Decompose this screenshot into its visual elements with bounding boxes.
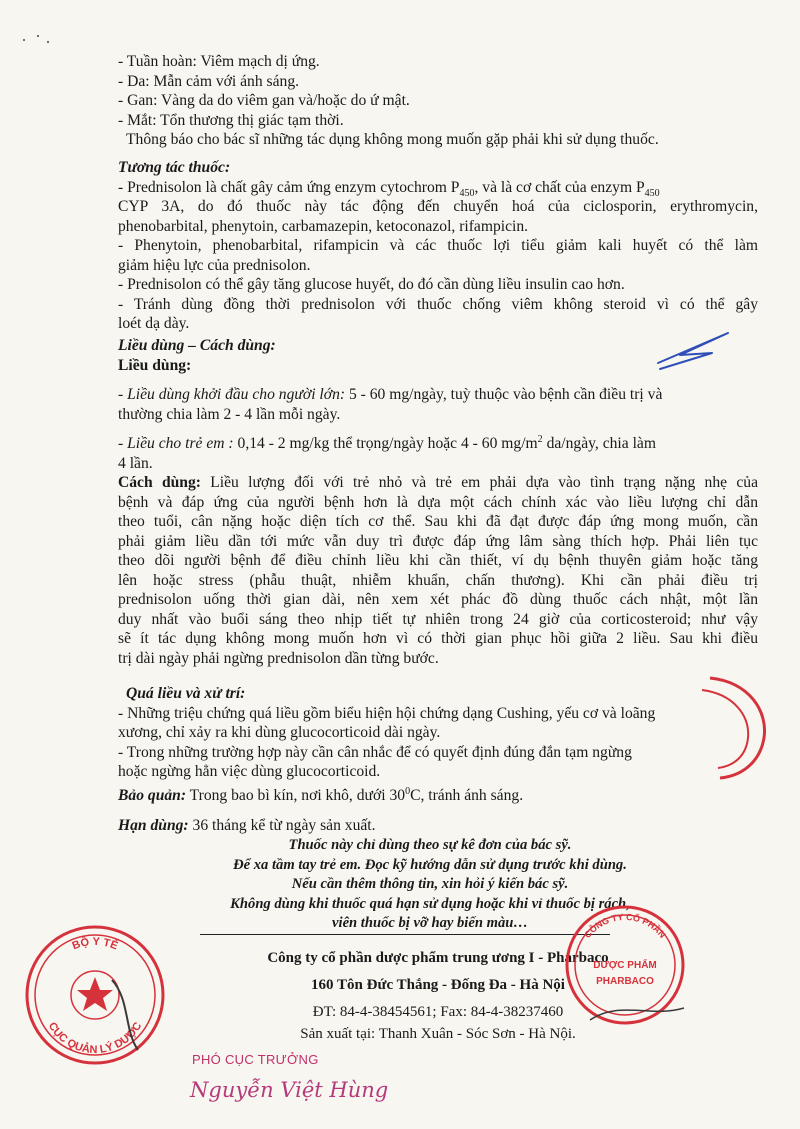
side-effect-circulation: - Tuần hoàn: Viêm mạch dị ứng. [118, 53, 320, 70]
star-icon [77, 977, 113, 1011]
side-effects-section [118, 52, 758, 150]
warning-1: Thuốc này chỉ dùng theo sự kê đơn của bác sỹ. [288, 837, 572, 853]
text-span: da/ngày, chia làm [542, 435, 656, 452]
child-label: - Liều cho trẻ em : [118, 435, 234, 452]
dosage-adult-line2: thường chia làm 2 - 4 lần mỗi ngày. [118, 405, 341, 423]
warning-3: Nếu cần thêm thông tin, xin hỏi ý kiến bác sỹ. [291, 876, 569, 892]
stamp-bottom-text: PHARBACO [596, 976, 654, 987]
dosage-child-line2: 4 lần. [118, 454, 153, 472]
company-address: 160 Tôn Đức Thắng - Đống Đa - Hà Nội [311, 977, 565, 993]
text-span: - Prednisolon là chất gây cảm ứng enzym cytochrom P [118, 178, 460, 196]
usage-line10: trị dài ngày phải ngừng prednisolon dần từng bước. [118, 649, 439, 667]
storage-section [118, 786, 758, 835]
company-stamp [560, 900, 690, 1030]
usage-line2: bệnh và đáp ứng của người bệnh hơn là dựa một cách chính xác vào liều lượng chỉ dẫn [118, 493, 758, 511]
overdose-p2-line2: hoặc ngừng hẳn việc dùng glucocorticoid. [118, 763, 381, 780]
stamp-arc-inner [702, 690, 748, 768]
usage-line7: prednisolon uống thời gian dài, nên xem xét phác đồ dùng thuốc cách nhật, một lần [118, 591, 758, 608]
storage-line [118, 786, 758, 806]
stamp-top-text: CÔNG TY CỔ PHẦN [582, 911, 668, 940]
company-phone: ĐT: 84-4-38454561; Fax: 84-4-38237460 [312, 1004, 564, 1020]
interactions-p4-line1: - Tránh dùng đồng thời prednisolon với thuốc chống viêm không steroid vì có thể gây [118, 295, 758, 313]
interactions-p1-line2: CYP 3A, do đó thuốc này tác động đến chuyển hoá của ciclosporin, erythromycin, [118, 198, 758, 215]
company-name: Công ty cổ phần dược phẩm trung ương I - Pharbaco [267, 950, 609, 966]
signatory-name: Nguyễn Việt Hùng [190, 1078, 389, 1102]
usage-line9: sẽ ít tác dụng không mong muốn hơn vì có thời gian phục hồi giữa 2 liều. Sau khi điều [118, 630, 758, 647]
dosage-adult-line1 [118, 385, 758, 405]
stamp-mid-text: DƯỢC PHẨM [593, 960, 657, 971]
storage-label: Bảo quản: [118, 787, 187, 804]
superscript: 0 [405, 785, 411, 797]
overdose-section [118, 684, 758, 782]
speck [47, 41, 49, 43]
overdose-p1-line2: xương, chỉ xảy ra khi dùng glucocorticoid dài ngày. [118, 724, 441, 741]
usage-label: Cách dùng: [118, 474, 201, 491]
subscript: 450 [459, 187, 475, 199]
stamp-bottom-text: CỤC QUẢN LÝ DƯỢC [45, 1020, 145, 1057]
usage-line5: theo dõi người bệnh để điều chỉnh liều khi cần thiết, ví dụ bệnh thuyên giảm hoặc tăng [118, 552, 758, 569]
interactions-p2-line2: giảm hiệu lực của prednisolon. [118, 256, 311, 274]
scan-specks [18, 30, 58, 50]
dosage-section [118, 336, 758, 668]
usage-line1 [118, 473, 758, 493]
company-factory: Sản xuất tại: Thanh Xuân - Sóc Sơn - Hà Nội. [300, 1026, 576, 1042]
overdose-p2-line1: - Trong những trường hợp này cần cân nhắc để có quyết định đúng đắn tạm ngừng [118, 743, 632, 761]
usage-line4: phải giảm liều dần tới mức vẫn duy trì được đáp ứng lâm sàng thích hợp. Phải liên tục [118, 532, 758, 550]
signatory-title: PHÓ CỤC TRƯỞNG [192, 1052, 319, 1067]
text-span: 5 - 60 mg/ngày, tuỳ thuộc vào bệnh cần điều trị và [345, 386, 663, 403]
text-span: , và là cơ chất của enzym P [474, 178, 645, 196]
interactions-heading: Tương tác thuốc: [118, 159, 231, 176]
text-span: Trong bao bì kín, nơi khô, dưới 30 [186, 787, 406, 804]
interactions-p4-line2: loét dạ dày. [118, 315, 190, 332]
dosage-subheading: Liều dùng: [118, 356, 192, 374]
partial-red-stamp [690, 672, 770, 782]
warning-2: Để xa tầm tay trẻ em. Đọc kỹ hướng dẫn sử dụng trước khi dùng. [233, 856, 627, 873]
usage-line6: lên hoặc stress (phẫu thuật, nhiễm khuẩn, chấn thương). Khi cần phải điều trị [118, 571, 758, 589]
side-effect-eye: - Mắt: Tổn thương thị giác tạm thời. [118, 111, 344, 129]
stamp-top-text: BỘ Y TẾ [70, 935, 120, 953]
interactions-p1-line1 [118, 178, 758, 198]
blue-signature-mark [650, 325, 740, 375]
speck [23, 39, 25, 41]
dosage-heading: Liều dùng – Cách dùng: [118, 337, 276, 354]
expiry-label: Hạn dùng: [118, 816, 189, 834]
warning-5: viên thuốc bị vỡ hay biến màu… [332, 915, 528, 931]
side-effect-skin: - Da: Mẫn cảm với ánh sáng. [118, 72, 300, 90]
expiry-line [118, 816, 758, 836]
warning-4: Không dùng khi thuốc quá hạn sử dụng hoặc khi vỉ thuốc bị rách, [230, 895, 630, 912]
interactions-p1-line3: phenobarbital, phenytoin, carbamazepin, ketoconazol, rifampicin. [118, 217, 529, 235]
overdose-heading: Quá liều và xử trí: [126, 685, 246, 702]
interactions-p3: - Prednisolon có thể gây tăng glucose huyết, do đó cần dùng liều insulin cao hơn. [118, 276, 625, 293]
overdose-p1-line1: - Những triệu chứng quá liều gồm biểu hiện hội chứng dạng Cushing, yếu cơ và loãng [118, 704, 656, 722]
side-effect-notice: Thông báo cho bác sĩ những tác dụng không mong muốn gặp phải khi sử dụng thuốc. [126, 131, 659, 148]
side-effect-liver: - Gan: Vàng da do viêm gan và/hoặc do ứ mật. [118, 92, 410, 109]
subscript: 450 [644, 187, 660, 199]
superscript: 2 [537, 433, 543, 445]
text-span: Liều lượng đối với trẻ nhỏ và trẻ em phải dựa vào tình trạng nặng nhẹ của [200, 474, 758, 491]
interactions-p2-line1: - Phenytoin, phenobarbital, rifampicin và các thuốc lợi tiểu giảm kali huyết có thể làm [118, 237, 758, 254]
usage-line8: duy nhất vào buổi sáng theo nhịp tiết tự nhiên trong 24 giờ của corticosteroid; như vậy [118, 610, 758, 628]
text-span: 0,14 - 2 mg/kg thể trọng/ngày hoặc 4 - 60 mg/m [233, 435, 538, 452]
signature-stroke [658, 333, 728, 369]
dosage-child-line1 [118, 434, 758, 454]
adult-label: - Liều dùng khởi đầu cho người lớn: [118, 386, 346, 403]
text-span: 36 tháng kể từ ngày sản xuất. [188, 816, 376, 834]
ministry-stamp [20, 920, 170, 1070]
usage-line3: theo tuổi, cân nặng hoặc diện tích cơ thể. Sau khi đã đạt được đáp ứng mong muốn, cần [118, 513, 758, 530]
divider-line [200, 934, 610, 935]
interactions-section [118, 158, 758, 334]
text-span: C, tránh ánh sáng. [410, 787, 524, 804]
speck [37, 35, 39, 37]
